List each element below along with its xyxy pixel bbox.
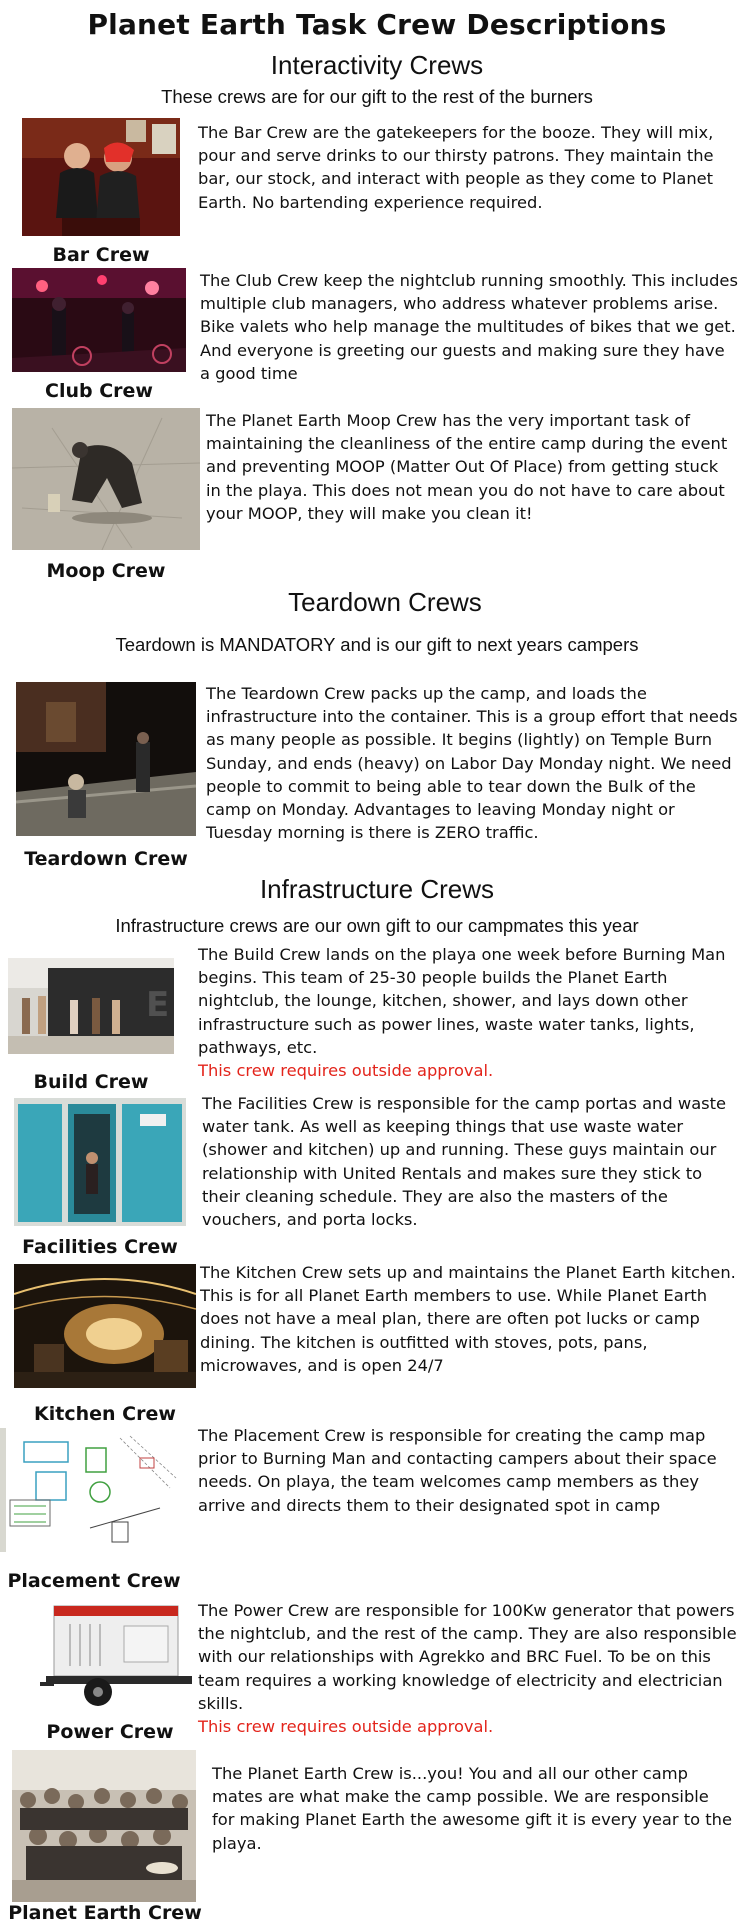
facilities-crew-photo — [14, 1098, 186, 1226]
moop-crew-description: The Planet Earth Moop Crew has the very important task of maintaining the cleanliness of the entire camp during the event and preventing MOOP (Matter Out Of Place) from getting stuck in the playa. This does not mean you do not have to care about your MOOP, they will make you clean it! — [206, 411, 728, 523]
svg-text:E: E — [146, 985, 170, 1025]
moop-crew-label: Moop Crew — [46, 560, 166, 582]
kitchen-crew-label: Kitchen Crew — [34, 1403, 176, 1425]
club-crew-description: The Club Crew keep the nightclub running smoothly. This includes multiple club managers, who address whatever problems arise. Bike valets who help manage the multitudes of bikes that we get. And everyone is greeting our guests and making sure they have a good time — [200, 271, 738, 383]
section-heading-teardown: Teardown Crews — [288, 587, 482, 617]
build-crew-label: Build Crew — [33, 1071, 149, 1093]
build-crew-photo — [8, 958, 174, 1054]
teardown-crew-photo — [16, 682, 196, 836]
club-crew-label: Club Crew — [45, 380, 153, 402]
build-crew-description-text: The Build Crew lands on the playa one week before Burning Man begins. This team of 25-30 people builds the Planet Earth nightclub, the lounge, kitchen, shower, and lays down other infrastructure such as power lines, waste water tanks, lights, pathways, etc. — [198, 945, 726, 1057]
kitchen-crew-photo — [14, 1264, 196, 1388]
facilities-crew-description: The Facilities Crew is responsible for the camp portas and waste water tank. As well as keeping things that use waste water (shower and kitchen) up and running. These guys maintain our relationship with United Rentals and makes sure they stick to their cleaning schedule. They are also the masters of the vouchers, and porta locks. — [202, 1094, 727, 1230]
placement-crew-map — [0, 1428, 178, 1552]
section-subheading-teardown: Teardown is MANDATORY and is our gift to next years campers — [115, 634, 639, 655]
placement-crew-label: Placement Crew — [7, 1570, 181, 1592]
power-crew-approval-note: This crew requires outside approval. — [198, 1717, 494, 1737]
power-crew-label: Power Crew — [46, 1721, 174, 1743]
club-crew-photo — [12, 268, 186, 372]
placement-crew-description: The Placement Crew is responsible for creating the camp map prior to Burning Man and contacting campers about their space needs. On playa, the team welcomes camp members as they arrive and directs them to their designated spot in camp — [198, 1426, 717, 1515]
planet-earth-crew-label: Planet Earth Crew — [8, 1902, 202, 1924]
teardown-crew-label: Teardown Crew — [24, 848, 188, 870]
kitchen-crew-description: The Kitchen Crew sets up and maintains the Planet Earth kitchen. This is for all Planet Earth members to use. While Planet Earth does not have a meal plan, there are often pot lucks or camp dining. The kitchen is outfitted with stoves, pots, pans, microwaves, and is open 24/7 — [200, 1263, 736, 1375]
section-heading-interactivity: Interactivity Crews — [270, 50, 484, 80]
page-title: Planet Earth Task Crew Descriptions — [87, 8, 667, 41]
bar-crew-label: Bar Crew — [52, 244, 150, 266]
section-subheading-interactivity: These crews are for our gift to the rest of the burners — [161, 86, 593, 107]
section-heading-infrastructure: Infrastructure Crews — [259, 874, 495, 904]
power-crew-photo — [40, 1600, 194, 1710]
power-crew-description-text: The Power Crew are responsible for 100Kw generator that powers the nightclub, and the rest of the camp. They are also responsible with our relationships with Agrekko and BRC Fuel. To be on this team requires a working knowledge of electricity and electrician skills. — [198, 1601, 737, 1713]
bar-crew-photo — [22, 118, 180, 236]
moop-crew-photo — [12, 408, 200, 550]
section-subheading-infrastructure: Infrastructure crews are our own gift to our campmates this year — [115, 915, 639, 936]
power-crew-description — [198, 1599, 738, 1738]
build-crew-approval-note: This crew requires outside approval. — [198, 1061, 494, 1081]
build-crew-description — [198, 943, 738, 1082]
teardown-crew-description: The Teardown Crew packs up the camp, and loads the infrastructure into the container. This is a group effort that needs as many people as possible. It begins (lightly) on Temple Burn Sunday, and ends (heavy) on Labor Day Monday night. We need people to commit to being able to tear down the Bulk of the camp on Monday. Advantages to leaving Monday night or Tuesday morning is there is ZERO traffic. — [206, 684, 738, 843]
planet-earth-crew-photo — [12, 1750, 196, 1902]
bar-crew-description: The Bar Crew are the gatekeepers for the booze. They will mix, pour and serve drinks to our thirsty patrons. They maintain the bar, our stock, and interact with people as they come to Planet Earth. No bartending experience required. — [198, 123, 714, 212]
facilities-crew-label: Facilities Crew — [22, 1236, 178, 1258]
planet-earth-crew-description: The Planet Earth Crew is...you! You and all our other camp mates are what make the camp possible. We are responsible for making Planet Earth the awesome gift it is every year to the playa. — [212, 1764, 732, 1853]
